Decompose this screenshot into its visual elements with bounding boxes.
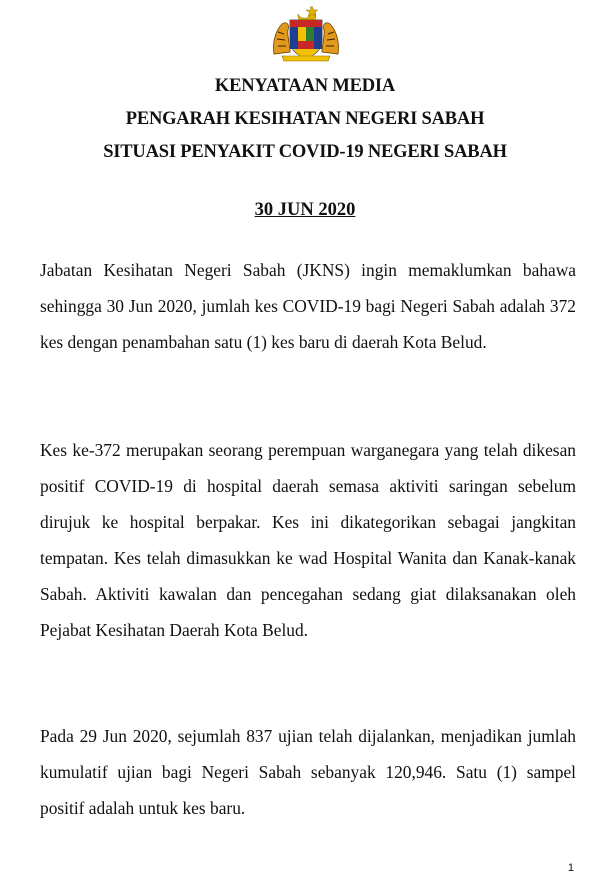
heading-media-statement: KENYATAAN MEDIA <box>214 76 396 96</box>
heading-director: PENGARAH KESIHATAN NEGERI SABAH <box>125 109 485 129</box>
heading-block <box>0 70 610 169</box>
paragraph-testing: Pada 29 Jun 2020, sejumlah 837 ujian telah dijalankan, menjadikan jumlah kumulatif ujian bagi Negeri Sabah sebanyak 120,946. Satu (1) sampel positif adalah untuk kes baru. <box>40 726 576 818</box>
heading-situation: SITUASI PENYAKIT COVID-19 NEGERI SABAH <box>103 142 507 162</box>
page-number: 1 <box>567 862 574 874</box>
paragraph-case-total: Jabatan Kesihatan Negeri Sabah (JKNS) ingin memaklumkan bahawa sehingga 30 Jun 2020, jumlah kes COVID-19 bagi Negeri Sabah adalah 372 kes dengan penambahan satu (1) kes baru di daerah Kota Belud. <box>40 260 576 352</box>
statement-date: 30 JUN 2020 <box>254 200 356 220</box>
malaysia-coat-of-arms-icon <box>268 4 344 62</box>
paragraph-case-details: Kes ke-372 merupakan seorang perempuan warganegara yang telah dikesan positif COVID-19 di hospital daerah semasa aktiviti saringan sebelum dirujuk ke hospital berpakar. Kes ini dikategorikan sebagai jangkitan tempatan. Kes telah dimasukkan ke wad Hospital Wanita dan Kanak-kanak Sabah. Aktiviti kawalan dan pencegahan sedang giat dilaksanakan oleh Pejabat Kesihatan Daerah Kota Belud. <box>40 440 576 640</box>
